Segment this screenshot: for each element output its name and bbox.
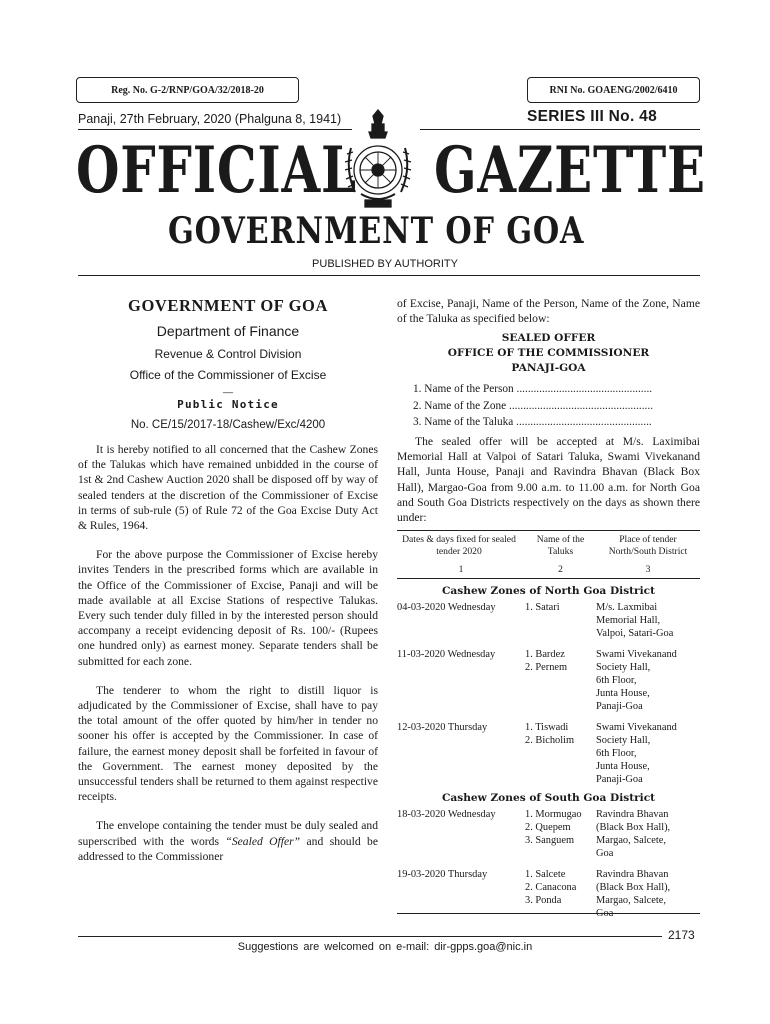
row-talukas: 1. Satari xyxy=(525,602,560,614)
gazette-title-gazette: GAZETTE xyxy=(434,133,706,208)
name-fields xyxy=(397,381,700,431)
row-date: 12-03-2020 Thursday xyxy=(397,722,488,734)
table-row xyxy=(397,601,700,648)
row-talukas: 1. Salcete 2. Canacona 3. Ponda xyxy=(525,869,577,907)
schedule-header-rule xyxy=(397,578,700,579)
suggestions-email: Suggestions are welcomed on e-mail: dir-gpps.goa@nic.in xyxy=(237,941,533,953)
schedule-header-row xyxy=(397,534,700,558)
published-by-authority: PUBLISHED BY AUTHORITY xyxy=(312,258,458,270)
registration-number: Reg. No. G-2/RNP/GOA/32/2018-20 xyxy=(111,84,264,96)
page-number: 2173 xyxy=(668,928,695,942)
paragraph-tenderer-payment: The tenderer to whom the right to distill liquor is adjudicated by the Commissioner of Excise, shall have to pay the total amount of the offer quoted by him/her in tender no sooner his offer is accepted by the Commissioner. In case of failure, the earnest money deposit shall be forfeited in favour of the Government. The earnest money deposited by the unsuccessful tenders shall be returned to them against respective receipts. xyxy=(78,683,378,804)
col-number-2: 2 xyxy=(558,564,563,576)
schedule-col-number-row xyxy=(397,558,700,576)
envelope-text-b: and should be addressed to the Commissioner xyxy=(78,834,378,863)
registration-number-box xyxy=(76,77,299,103)
table-row xyxy=(397,808,700,868)
header-talukas: Name of the Taluks xyxy=(536,534,585,558)
row-talukas: 1. Tiswadi 2. Bicholim xyxy=(525,722,575,747)
north-goa-table xyxy=(397,601,700,786)
series-number: SERIES III No. 48 xyxy=(527,108,658,125)
footer-rule xyxy=(78,936,662,937)
rni-number: RNI No. GOAENG/2002/6410 xyxy=(549,84,678,96)
gazette-title-official: OFFICIAL xyxy=(76,133,357,208)
date-rule xyxy=(78,129,352,130)
row-place: Swami Vivekanand Society Hall, 6th Floor, Junta House, Panaji-Goa xyxy=(596,649,677,713)
row-date: 04-03-2020 Wednesday xyxy=(397,602,496,614)
paragraph-envelope xyxy=(78,818,378,864)
table-row xyxy=(397,721,700,786)
row-date: 19-03-2020 Thursday xyxy=(397,869,488,881)
paragraph-invite-tenders: For the above purpose the Commissioner of Excise hereby invites Tenders in the prescribed forms which are available in the Office of the Commissioner of Excise, Panaji and will be made available at all Excise Stations of respective Talukas. Every such tender duly filled in by the interested person should accompany a receipt evidencing deposit of Rs. 100/- (Rupees one hundred only) as earnest money. Separate tenders shall be submitted for each zone. xyxy=(78,548,378,668)
col-number-1: 1 xyxy=(458,564,464,576)
row-date: 18-03-2020 Wednesday xyxy=(397,809,496,821)
field-taluka: 3. Name of the Taluka ................................................ xyxy=(413,416,652,429)
table-row xyxy=(397,648,700,721)
gazette-subtitle: GOVERNMENT OF GOA xyxy=(168,210,585,252)
header-place: Place of tender North/South District xyxy=(608,534,688,558)
rni-number-box xyxy=(527,77,700,103)
schedule-table xyxy=(397,534,700,576)
south-goa-heading: Cashew Zones of South Goa District xyxy=(441,792,656,805)
north-goa-heading: Cashew Zones of North Goa District xyxy=(441,585,655,598)
col-number-3: 3 xyxy=(645,564,651,576)
right-column xyxy=(397,296,700,920)
field-zone: 2. Name of the Zone ................................................... xyxy=(413,399,654,412)
south-goa-table xyxy=(397,808,700,920)
office-name: Office of the Commissioner of Excise xyxy=(129,368,327,382)
notice-number: No. CE/15/2017-18/Cashew/Exc/4200 xyxy=(130,419,326,431)
issue-date: Panaji, 27th February, 2020 (Phalguna 8, 1941) xyxy=(78,112,342,126)
paragraph-notification: It is hereby notified to all concerned that the Cashew Zones of the Talukas which have remained unbidded in the course of 1st & 2nd Cashew Auction 2020 shall be disposed off by way of sealed tenders at the discretion of the Commissioner of Excise in terms of sub-rule (5) of Rule 72 of the Goa Excise Duty Act & Rules, 1964. xyxy=(78,443,378,533)
row-talukas: 1. Bardez 2. Pernem xyxy=(525,649,568,674)
division-name: Revenue & Control Division xyxy=(154,347,302,361)
schedule-bottom-rule xyxy=(397,913,700,914)
envelope-quote: “Sealed Offer” xyxy=(225,834,301,848)
separator: __ xyxy=(222,383,233,393)
row-place: M/s. Laxmibai Memorial Hall, Valpoi, Satari-Goa xyxy=(596,602,674,640)
row-place: Swami Vivekanand Society Hall, 6th Floor, Junta House, Panaji-Goa xyxy=(596,722,677,786)
row-talukas: 1. Mormugao 2. Quepem 3. Sanguem xyxy=(525,809,582,847)
row-date: 11-03-2020 Wednesday xyxy=(397,649,496,661)
header-dates: Dates & days fixed for sealed tender 2020 xyxy=(402,534,516,558)
field-person: 1. Name of the Person ................................................ xyxy=(413,383,653,396)
sealed-offer-line-1: SEALED OFFER xyxy=(501,332,596,345)
paragraph-continuation: of Excise, Panaji, Name of the Person, Name of the Zone, Name of the Taluka as specified below: xyxy=(397,297,700,326)
sealed-offer-line-3: PANAJI-GOA xyxy=(511,362,586,375)
sealed-offer-line-2: OFFICE OF THE COMMISSIONER xyxy=(447,347,650,360)
notice-heading: GOVERNMENT OF GOA xyxy=(128,296,328,315)
masthead-rule xyxy=(78,275,700,276)
row-place: Ravindra Bhavan (Black Box Hall), Margao, Salcete, Goa xyxy=(596,809,671,860)
left-column xyxy=(78,296,378,864)
paragraph-accept: The sealed offer will be accepted at M/s. Laximibai Memorial Hall at Valpoi of Satari Taluka, Swami Vivekanand Hall, Junta House, Panaji and Ravindra Bhavan (Black Box Hall), Margao-Goa from 9.00 a.m. to 11.00 a.m. for North Goa and South Goa Districts respectively on the days as shown there under: xyxy=(397,434,700,524)
schedule-top-rule xyxy=(397,530,700,531)
series-rule xyxy=(420,129,700,130)
notice-title: Public Notice xyxy=(177,398,279,411)
row-place: Ravindra Bhavan (Black Box Hall), Margao, Salcete, Goa xyxy=(596,869,671,920)
envelope-text-a: The envelope containing the tender must be duly sealed and superscribed with the words xyxy=(78,819,378,848)
department-name: Department of Finance xyxy=(156,323,300,339)
